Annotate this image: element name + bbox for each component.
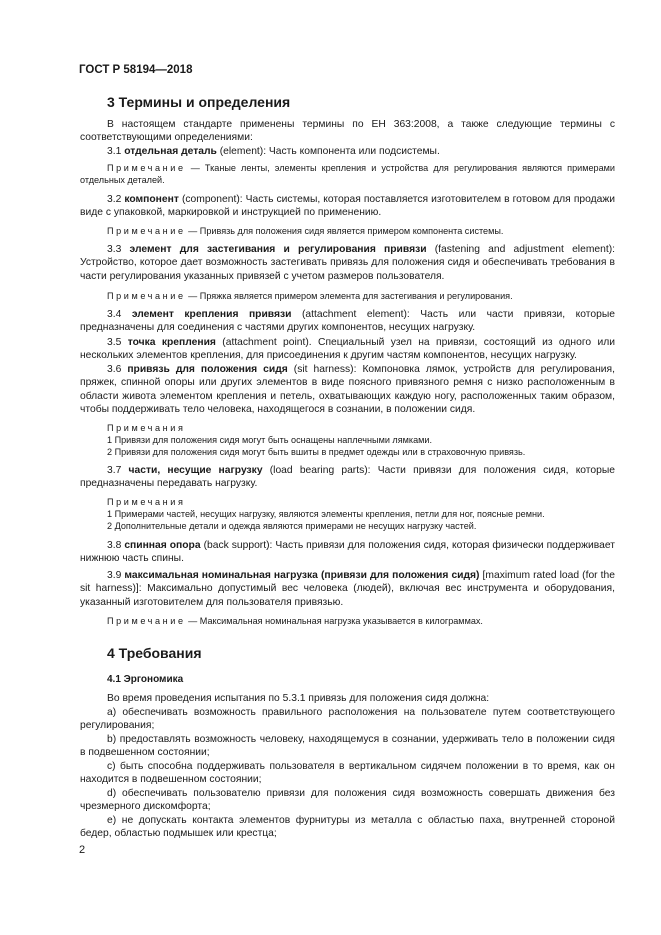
section-3-title: 3 Термины и определения	[107, 94, 291, 110]
note-3-1: Примечание — Тканые ленты, элементы крепления и устройства для регулирования являются примерами отдельных деталей.	[80, 163, 615, 186]
section-4-1-intro: Во время проведения испытания по 5.3.1 привязь для положения сидя должна:	[107, 693, 490, 704]
notes-3-7-item: 1 Примерами частей, несущих нагрузку, являются элементы крепления, петли для ног, поясные ремни.	[107, 509, 545, 519]
requirement-item: e) не допускать контакта элементов фурнитуры из металла с областью паха, внутренней стороной бедер, областью подмышек или крестца;	[80, 815, 615, 840]
requirement-item: c) быть способна поддерживать пользователя в вертикальном сидячем положении в то время, как он находится в подвешенном состоянии;	[80, 761, 615, 786]
notes-3-7-item: 2 Дополнительные детали и одежда являются примерами не несущих нагрузку частей.	[107, 521, 477, 531]
term-3-4: 3.4 элемент крепления привязи (attachment element): Часть или части привязи, которые предназначены для соединения с частями других компонентов, несущих нагрузку.	[80, 309, 615, 334]
requirement-item: a) обеспечивать возможность правильного расположения на пользователе путем соответствующего регулирования;	[80, 707, 615, 732]
section-3-intro: В настоящем стандарте применены термины по ЕН 363:2008, а также следующие термины с соответствующими определениями:	[80, 119, 615, 144]
note-3-3: Примечание — Пряжка является примером элемента для застегивания и регулирования.	[107, 291, 513, 301]
term-3-7: 3.7 части, несущие нагрузку (load bearing parts): Части привязи для положения сидя, которые предназначены передавать нагрузку.	[80, 465, 615, 490]
note-3-9: Примечание — Максимальная номинальная нагрузка указывается в килограммах.	[107, 616, 483, 626]
term-3-2: 3.2 компонент (component): Часть системы, которая поставляется изготовителем в готовом для продажи виде с упаковкой, маркировкой и инструкцией по применению.	[80, 194, 615, 219]
term-3-1: 3.1 отдельная деталь (element): Часть компонента или подсистемы.	[107, 146, 440, 157]
notes-3-7-label: Примечания	[107, 497, 186, 507]
subsection-4-1-title: 4.1 Эргономика	[107, 674, 184, 685]
term-3-8: 3.8 спинная опора (back support): Часть привязи для положения сидя, которая физически поддерживает нижнюю часть спины.	[80, 540, 615, 565]
document-header: ГОСТ Р 58194—2018	[79, 64, 193, 76]
requirement-item: d) обеспечивать пользователю привязи для положения сидя возможность совершать движения без чрезмерного дискомфорта;	[80, 788, 615, 813]
requirement-item: b) предоставлять возможность человеку, находящемуся в сознании, удерживать тело в положении сидя в подвешенном состоянии;	[80, 734, 615, 759]
note-3-2: Примечание — Привязь для положения сидя является примером компонента системы.	[107, 226, 504, 236]
notes-3-6-item: 1 Привязи для положения сидя могут быть оснащены наплечными лямками.	[107, 435, 433, 445]
term-3-6: 3.6 привязь для положения сидя (sit harness): Компоновка лямок, устройств для регулирования, пряжек, спинной опоры или других элементов в виде поясного привязного ремня с низко расположенным в области живота элементом крепления и петель, охватывающих каждую ногу, расположенных таким образом, чтобы поддерживать тело человека, находящегося в сознании, в положении сидя.	[80, 364, 615, 416]
notes-3-6-item: 2 Привязи для положения сидя могут быть вшиты в предмет одежды или в страховочную привязь.	[107, 447, 526, 457]
page-number: 2	[79, 844, 86, 856]
term-3-3: 3.3 элемент для застегивания и регулирования привязи (fastening and adjustment element): Устройство, которое дает возможность застегивать привязь для положения сидя и обеспечивать требования в части регулирования указанных привязей с учетом размеров пользователя.	[80, 244, 615, 282]
section-4-title: 4 Требования	[107, 645, 202, 661]
notes-3-6-label: Примечания	[107, 423, 186, 433]
term-3-5: 3.5 точка крепления (attachment point). Специальный узел на привязи, состоящий из одного или нескольких элементов крепления, для присоединения к другим частям компонентов, несущих нагрузку.	[80, 337, 615, 362]
term-3-9: 3.9 максимальная номинальная нагрузка (привязи для положения сидя) [maximum rated load (for the sit harness)]: Максимально допустимый вес человека (людей), включая вес инструмента и оборудования, указанный изготовителем для пользователя привязью.	[80, 570, 615, 608]
